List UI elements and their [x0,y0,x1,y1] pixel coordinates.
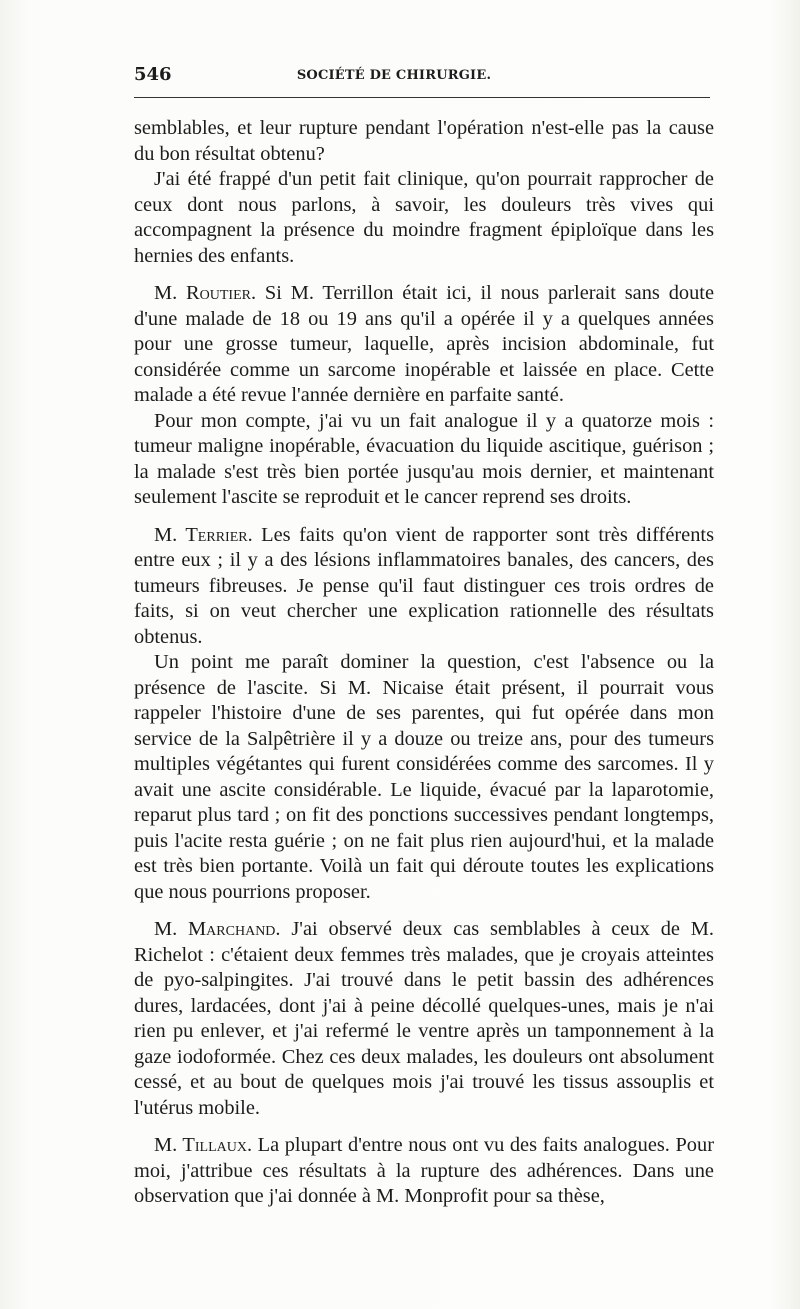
paragraph-text: semblables, et leur rupture pendant l'opération n'est-elle pas la cause du bon résultat obtenu? [134,117,714,165]
paragraph-terrier [134,523,714,651]
running-title: SOCIÉTÉ DE CHIRURGIE. [296,68,492,83]
paragraph-terrier-ascite [134,650,714,905]
paragraph-routier [134,281,714,409]
header-rule [134,97,710,98]
paragraph-tillaux [134,1133,714,1210]
body-text [134,116,714,1210]
paragraph-continuation [134,116,714,167]
speaker-name: M. Terrier. [154,523,253,546]
paragraph-text: Un point me paraît dominer la question, c'est l'absence ou la présence de l'ascite. Si M. Nicaise était présent, il pourrait vous rappeler l'histoire d'une de ses parentes, qui fut opérée dans mon service de la Salpêtrière il y a douze ou treize ans, pour des tumeurs multiples végétantes qui furent considérées comme des sarcomes. Il y avait une ascite considérable. Le liquide, évacué par la laparotomie, reparut plus tard ; on fit des ponctions successives pendant longtemps, puis l'acite resta guérie ; on ne fait plus rien aujourd'hui, et la malade est très bien portante. Voilà un fait qui déroute toutes les explications que nous pourrions proposer. [134,651,714,903]
paragraph-text: J'ai observé deux cas semblables à ceux de M. Richelot : c'étaient deux femmes très malades, que je croyais atteintes de pyo-salpingites. J'ai trouvé dans le petit bassin des adhérences dures, lardacées, dont j'ai à peine décollé quelques-unes, mais je n'ai rien pu enlever, et j'ai refermé le ventre après un tamponnement à la gaze iodoformée. Chez ces deux malades, les douleurs ont absolument cessé, et au bout de quelques mois j'ai trouvé les tissus assouplis et l'utérus mobile. [134,918,714,1119]
paragraph-text: Pour mon compte, j'ai vu un fait analogue il y a quatorze mois : tumeur maligne inopérable, évacuation du liquide ascitique, guérison ; la malade s'est très bien portée jusqu'au mois dernier, et maintenant seulement l'ascite se reproduit et le cancer reprend ses droits. [134,409,714,508]
paragraph-marchand [134,917,714,1121]
speaker-name: M. Marchand. [154,918,281,940]
paragraph-text: Si M. Terrillon était ici, il nous parlerait sans doute d'une malade de 18 ou 19 ans qu'il a opérée il y a quelques années pour une grosse tumeur, laquelle, après incision abdominale, fut considérée comme un sarcome inopérable et laissée en place. Cette malade a été revue l'année dernière en parfaite santé. [134,282,714,406]
paragraph-text: J'ai été frappé d'un petit fait clinique, qu'on pourrait rapprocher de ceux dont nous parlons, à savoir, les douleurs très vives qui accompagnent la présence du moindre fragment épiploïque dans les hernies des enfants. [134,168,714,267]
page-header [134,64,710,92]
paragraph-text: Les faits qu'on vient de rapporter sont très différents entre eux ; il y a des lésions inflammatoires banales, des cancers, des tumeurs fibreuses. Je pense qu'il faut distinguer ces trois ordres de faits, si on veut chercher une explication rationnelle des résultats obtenus. [134,523,715,648]
paragraph-routier-case [134,409,714,511]
speaker-name: M. Routier. [154,282,257,304]
page-number: 546 [134,64,172,85]
paragraph-clinical-fact [134,167,714,269]
speaker-name: M. Tillaux. [154,1134,253,1156]
paragraph-text: La plupart d'entre nous ont vu des faits analogues. Pour moi, j'attribue ces résultats à la rupture des adhérences. Dans une observation que j'ai donnée à M. Monprofit pour sa thèse, [134,1134,714,1207]
